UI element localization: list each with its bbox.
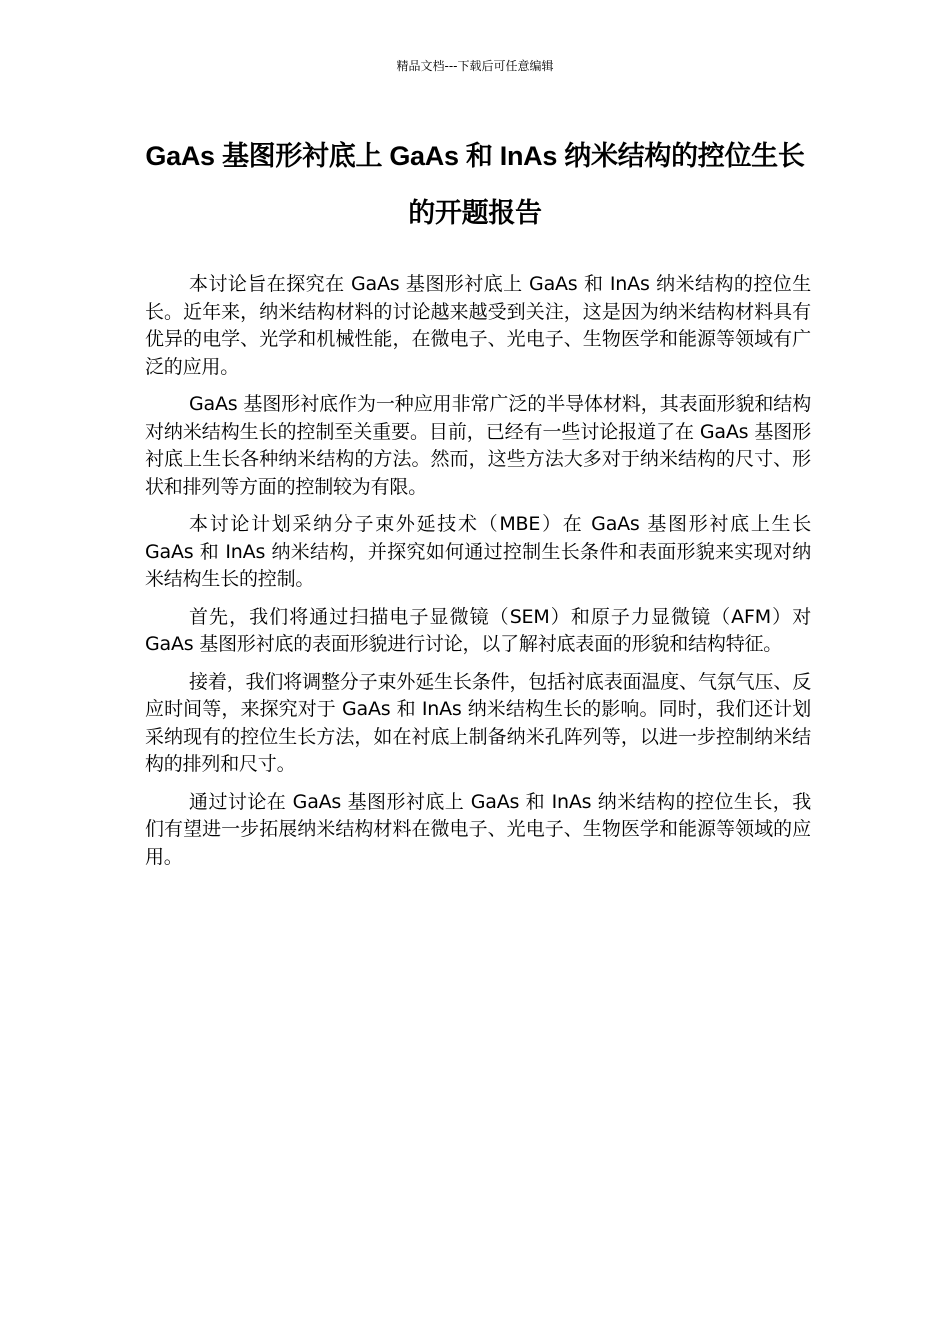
paragraph-characterization: 首先，我们将通过扫描电子显微镜（SEM）和原子力显微镜（AFM）对 GaAs 基图形衬底的表面形貌进行讨论，以了解衬底表面的形貌和结构特征。	[145, 605, 811, 655]
paragraph-growth-conditions: 接着，我们将调整分子束外延生长条件，包括衬底表面温度、气氛气压、反应时间等，来探究对于 GaAs 和 InAs 纳米结构生长的影响。同时，我们还计划采纳现有的控位生长方法，如在衬底上制备纳米孔阵列等，以进一步控制纳米结构的排列和尺寸。	[145, 670, 811, 775]
page-header: 精品文档---下载后可任意编辑	[396, 59, 554, 73]
document-title: GaAs 基图形衬底上 GaAs 和 InAs 纳米结构的控位生长的开题报告	[145, 141, 805, 228]
document-body	[145, 271, 811, 881]
paragraph-conclusion: 通过讨论在 GaAs 基图形衬底上 GaAs 和 InAs 纳米结构的控位生长，我们有望进一步拓展纳米结构材料在微电子、光电子、生物医学和能源等领域的应用。	[145, 790, 811, 868]
paragraph-substrate: GaAs 基图形衬底作为一种应用非常广泛的半导体材料，其表面形貌和结构对纳米结构生长的控制至关重要。目前，已经有一些讨论报道了在 GaAs 基图形衬底上生长各种纳米结构的方法。然而，这些方法大多对于纳米结构的尺寸、形状和排列等方面的控制较为有限。	[145, 393, 811, 498]
paragraph-intro: 本讨论旨在探究在 GaAs 基图形衬底上 GaAs 和 InAs 纳米结构的控位生长。近年来，纳米结构材料的讨论越来越受到关注，这是因为纳米结构材料具有优异的电学、光学和机械性能，在微电子、光电子、生物医学和能源等领域有广泛的应用。	[145, 273, 811, 378]
paragraph-plan: 本讨论计划采纳分子束外延技术（MBE）在 GaAs 基图形衬底上生长 GaAs 和 InAs 纳米结构，并探究如何通过控制生长条件和表面形貌来实现对纳米结构生长的控制。	[145, 513, 811, 590]
